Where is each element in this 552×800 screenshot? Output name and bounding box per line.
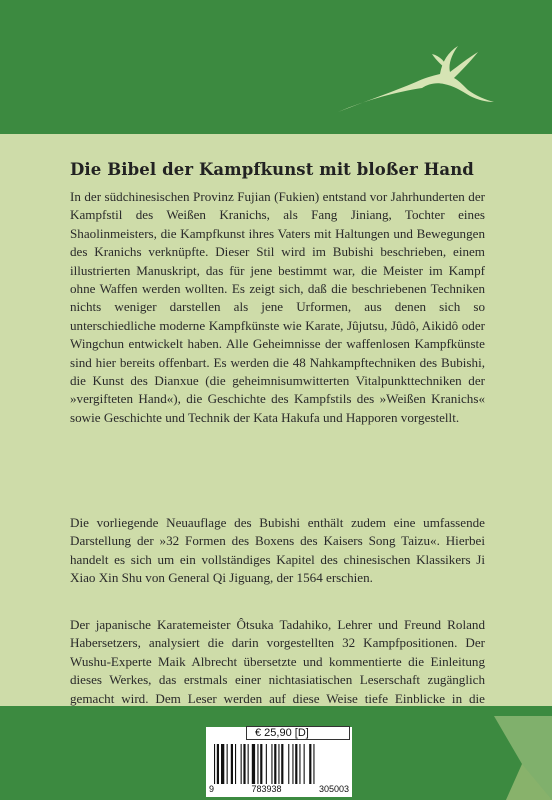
barcode-bar xyxy=(217,744,219,784)
top-band xyxy=(0,0,552,134)
isbn-group-1: 783938 xyxy=(251,784,282,794)
barcode-bar xyxy=(266,744,267,784)
barcode-bar xyxy=(257,744,258,784)
barcode-bar xyxy=(309,744,311,784)
paragraph-intro: In der südchinesischen Provinz Fujian (Fukien) entstand vor Jahrhunderten der Kampfstil des Weißen Kranichs, als Fang Jiniang, Tochter eines Shaolinmeisters, die Kampfkunst ihres Vaters mit Haltungen und Bewegungen des Kranichs verknüpfte. Dieser Stil wird im Bubishi beschrieben, einem illustrierten Manuskript, das für jene bestimmt war, die Meister im Kampf ohne Waffen werden wollten. Es zeigt sich, daß die beschriebenen Techniken nichts weniger darstellen als jene Urformen, aus denen sich so unterschiedliche moderne Kampfkünste wie Karate, Jûjutsu, Jûdô, Aikidô oder Wingchun entwickelt haben. Alle Geheimnisse der waffenlosen Kampfkünste sind hier bereits offenbart. Es werden die 48 Nahkampftechniken des Bubishi, die Kunst des Dianxue (die geheimnisumwitterten Vitalpunkttechniken der »vergifteten Hand«), die Geschichte des Kampfstils des »Weißen Kranichs« sowie Geschichte und Technik der Kata Hakufa und Happoren vorgestellt. xyxy=(70,189,485,425)
barcode-bar xyxy=(299,744,300,784)
barcode-bar xyxy=(214,744,215,784)
barcode-bar xyxy=(235,744,236,784)
isbn-prefix: 9 xyxy=(209,784,215,794)
barcode-bar xyxy=(260,744,262,784)
barcode-bar xyxy=(243,744,245,784)
page-title: Die Bibel der Kampfkunst mit bloßer Hand xyxy=(70,160,474,179)
price-label: € 25,90 [D] xyxy=(246,726,350,740)
barcode-bar xyxy=(248,744,249,784)
barcode-bar xyxy=(278,744,279,784)
barcode-bar xyxy=(304,744,305,784)
barcode-bar xyxy=(241,744,242,784)
paragraph-authors: Der japanische Karatemeister Ôtsuka Tadahiko, Lehrer und Freund Roland Habersetzers, analysiert die darin vorgestellten 32 Kampfpositionen. Der Wushu-Experte Maik Albrecht übersetzte und kommentierte die Einleitung dieses Werkes, das erstmals einer nichtasiatischen Leserschaft zugänglich gemacht wird. Dem Leser werden auf diese Weise tiefe Einblicke in die xyxy=(70,617,485,706)
barcode-bar xyxy=(292,744,293,784)
barcode-bar xyxy=(288,744,289,784)
barcode-bars xyxy=(214,744,346,784)
barcode-bar xyxy=(252,744,255,784)
publisher-emblem-icon xyxy=(436,716,552,800)
barcode-bar xyxy=(281,744,283,784)
barcode-bar xyxy=(231,744,233,784)
barcode-bar xyxy=(274,744,276,784)
barcode-bar xyxy=(271,744,272,784)
isbn-group-2: 305003 xyxy=(318,784,349,794)
barcode-bar xyxy=(295,744,297,784)
paragraph-new-edition: Die vorliegende Neuauflage des Bubishi enthält zudem eine umfassende Darstellung der »32 Formen des Boxens des Kaisers Song Taizu«. Hierbei handelt es sich um ein vollständiges Kapitel des chinesischen Klassikers Ji Xiao Xin Shu von General Qi Jiguang, der 1564 erschien. xyxy=(70,515,485,586)
barcode-bar xyxy=(221,744,224,784)
barcode-bar xyxy=(227,744,228,784)
isbn-number xyxy=(206,784,352,796)
barcode-bar xyxy=(313,744,314,784)
crane-icon xyxy=(336,40,496,120)
